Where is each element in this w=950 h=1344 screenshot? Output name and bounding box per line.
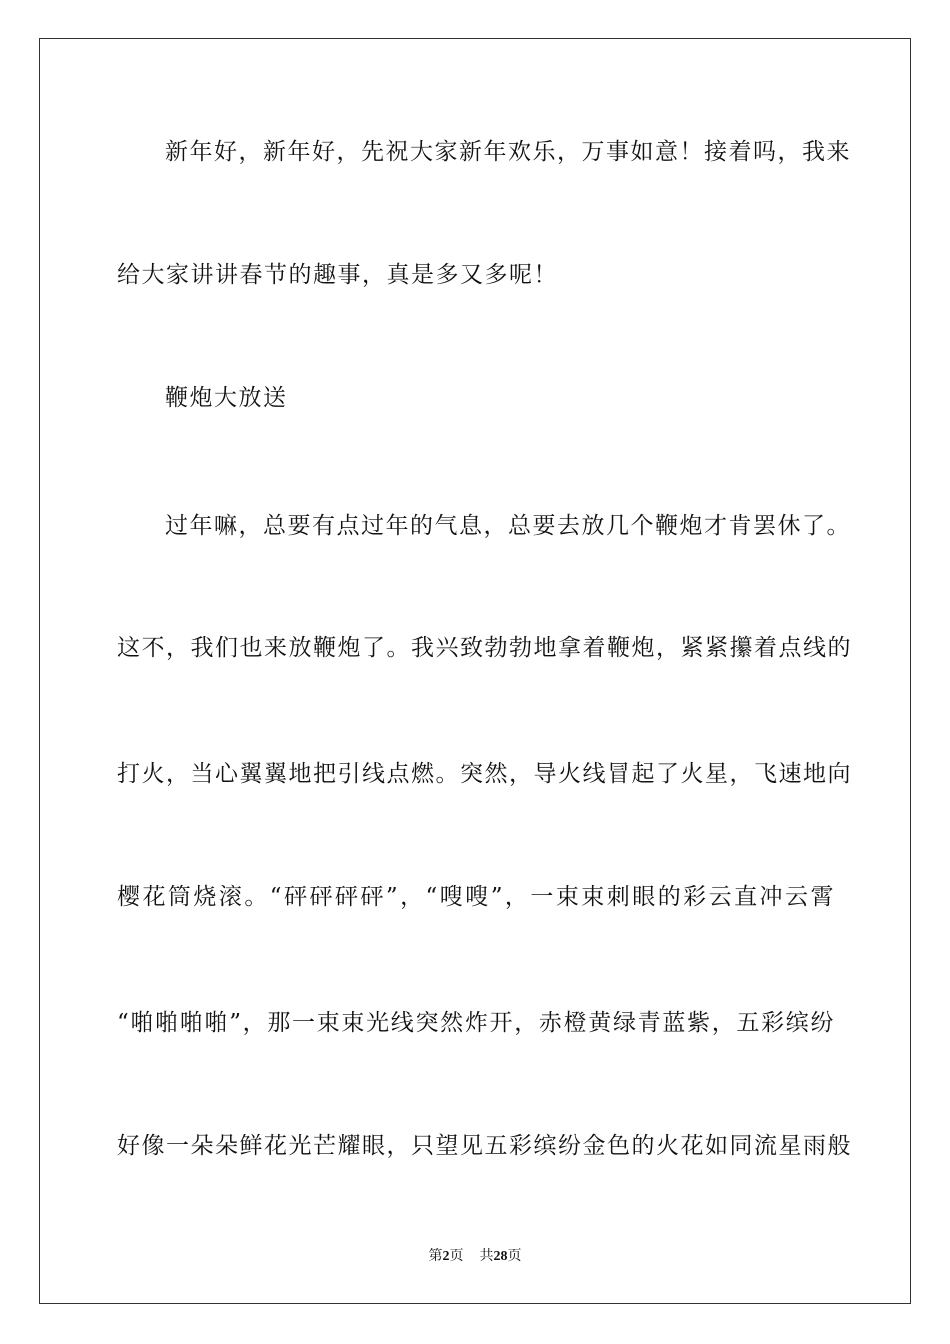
footer-total-prefix: 共 (479, 1249, 494, 1264)
footer-page-number: 2 (442, 1249, 450, 1264)
paragraph-line-7: “啪啪啪啪”，那一束束光线突然炸开，赤橙黄绿青蓝紫，五彩缤纷 (117, 1010, 835, 1036)
section-heading: 鞭炮大放送 (165, 385, 288, 411)
paragraph-line-8: 好像一朵朵鲜花光芒耀眼，只望见五彩缤纷金色的火花如同流星雨般 (117, 1133, 852, 1159)
footer-total-suffix: 页 (507, 1249, 522, 1264)
footer-page-prefix: 第 (428, 1249, 443, 1264)
page-border (39, 38, 911, 1304)
paragraph-line-2: 给大家讲讲春节的趣事，真是多又多呢！ (117, 262, 558, 288)
paragraph-line-6: 樱花筒烧滚。“砰砰砰砰”，“嗖嗖”，一束束刺眼的彩云直冲云霄 (117, 884, 835, 910)
footer-page-suffix: 页 (449, 1249, 464, 1264)
paragraph-line-1: 新年好，新年好，先祝大家新年欢乐，万事如意！接着吗，我来 (165, 139, 851, 165)
footer-total-pages: 28 (493, 1249, 508, 1264)
paragraph-line-4: 这不，我们也来放鞭炮了。我兴致勃勃地拿着鞭炮，紧紧攥着点线的 (117, 635, 852, 661)
page-footer (0, 1247, 950, 1267)
paragraph-line-3: 过年嘛，总要有点过年的气息，总要去放几个鞭炮才肯罢休了。 (165, 513, 851, 539)
paragraph-line-5: 打火，当心翼翼地把引线点燃。突然，导火线冒起了火星，飞速地向 (117, 761, 852, 787)
